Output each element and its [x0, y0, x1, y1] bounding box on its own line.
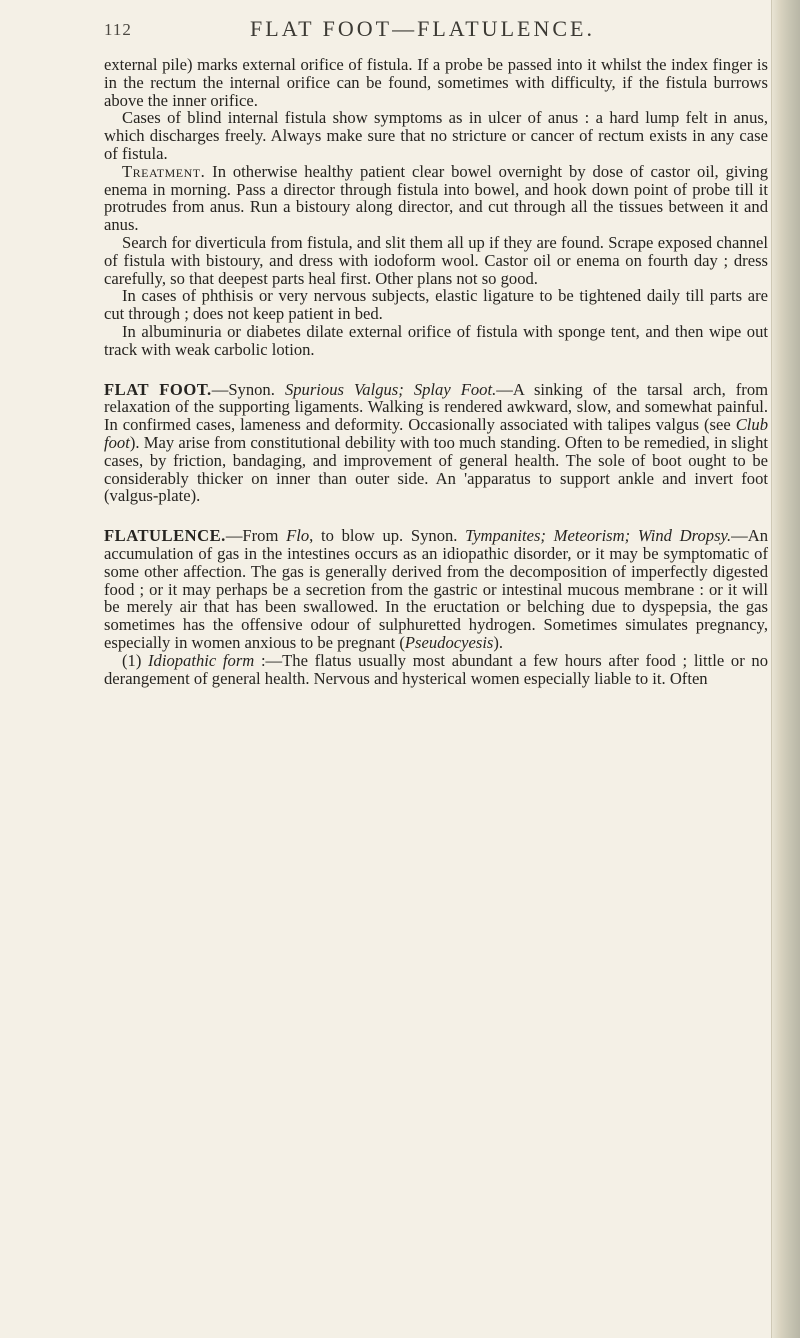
flatulence-synonyms: Tympanites; Meteorism; Wind Dropsy. — [465, 526, 732, 546]
page-number: 112 — [104, 20, 132, 39]
flatulence-text-4: ). — [493, 632, 504, 652]
treatment-text: In otherwise healthy patient clear bowel overnight by dose of castor oil, giving enema in morning. Pass a director through fistula into bowel, and hook down point of probe till it protrudes from anus. Run a bistoury along director, and cut through all the tissues between it and anus. — [104, 161, 768, 235]
entry-flat-foot — [104, 381, 768, 506]
flat-foot-text-2: ). May arise from constitutional debility with too much standing. Often to be remedied, in slight cases, by friction, bandaging, and improvement of general health. The sole of boot ought to be considerably thicker on inner than outer side. An 'apparatus to support ankle and invert foot (valgus-plate). — [104, 432, 768, 506]
club-foot-reference: Club foot — [104, 415, 768, 452]
page-text — [104, 56, 768, 687]
paragraph-fistula-probe: external pile) marks external orifice of fistula. If a probe be passed into it whilst the index finger is in the rectum the internal orifice can be found, sometimes with difficulty, if the fistula burrows above the inner orifice. — [104, 55, 768, 110]
paragraph-phthisis: In cases of phthisis or very nervous subjects, elastic ligature to be tightened daily till parts are cut through ; does not keep patient in bed. — [104, 286, 768, 324]
flat-foot-text: —A sinking of the tarsal arch, from relaxation of the supporting ligaments. Walking is rendered awkward, slow, and somewhat painful. In confirmed cases, lameness and deformity. Occasionally associated with talipes valgus (see — [104, 379, 769, 435]
flat-foot-synonyms: Spurious Valgus; Splay Foot. — [284, 379, 497, 399]
synon-label: —Synon. — [211, 379, 285, 399]
idiopathic-label: Idiopathic form — [148, 650, 255, 670]
headword-flatulence: FLATULENCE. — [104, 526, 226, 546]
flatulence-text-2: , to blow up. Synon. — [309, 526, 466, 546]
entry-flatulence — [104, 527, 768, 652]
flatulence-text-1: —From — [225, 526, 287, 546]
idiopathic-number: (1) — [122, 650, 149, 670]
running-head: FLAT FOOT—FLATULENCE. — [250, 16, 595, 41]
paragraph-idiopathic-form — [104, 652, 768, 688]
treatment-label: Treatment. — [122, 161, 206, 181]
paragraph-diverticula: Search for diverticula from fistula, and slit them all up if they are found. Scrape exposed channel of fistula with bistoury, and dress with iodoform wool. Castor oil or enema on fourth day ; dress carefully, so that deepest parts heal first. Other plans not so good. — [104, 232, 768, 288]
page-header — [0, 16, 760, 46]
page-edge — [771, 0, 800, 1338]
flatulence-text-3: —An accumulation of gas in the intestines occurs as an idiopathic disorder, or it may be symptomatic of some other affection. The gas is generally derived from the decomposition of imperfectly digested food ; or it may perhaps be a secretion from the gastric or intestinal mucous membrane : or it will be merely air that has been swallowed. In the eructation or belching due to dyspepsia, the gas sometimes has the offensive odour of sulphuretted hydrogen. Sometimes simulates pregnancy, especially in women anxious to be pregnant ( — [104, 526, 768, 652]
paragraph-albuminuria: In albuminuria or diabetes dilate external orifice of fistula with sponge tent, and then wipe out track with weak carbolic lotion. — [104, 321, 768, 359]
paragraph-blind-fistula: Cases of blind internal fistula show symptoms as in ulcer of anus : a hard lump felt in anus, which discharges freely. Always make sure that no stricture or cancer of rectum exists in any case of fistula. — [104, 108, 768, 163]
paragraph-treatment — [104, 163, 768, 234]
flatulence-etymon: Flo — [286, 526, 310, 546]
pseudocyesis-reference: Pseudocyesis — [404, 632, 494, 652]
headword-flat-foot: FLAT FOOT. — [104, 379, 212, 399]
idiopathic-text: :—The flatus usually most abundant a few hours after food ; little or no derangement of general health. Nervous and hysterical women especially liable to it. Often — [104, 650, 769, 688]
